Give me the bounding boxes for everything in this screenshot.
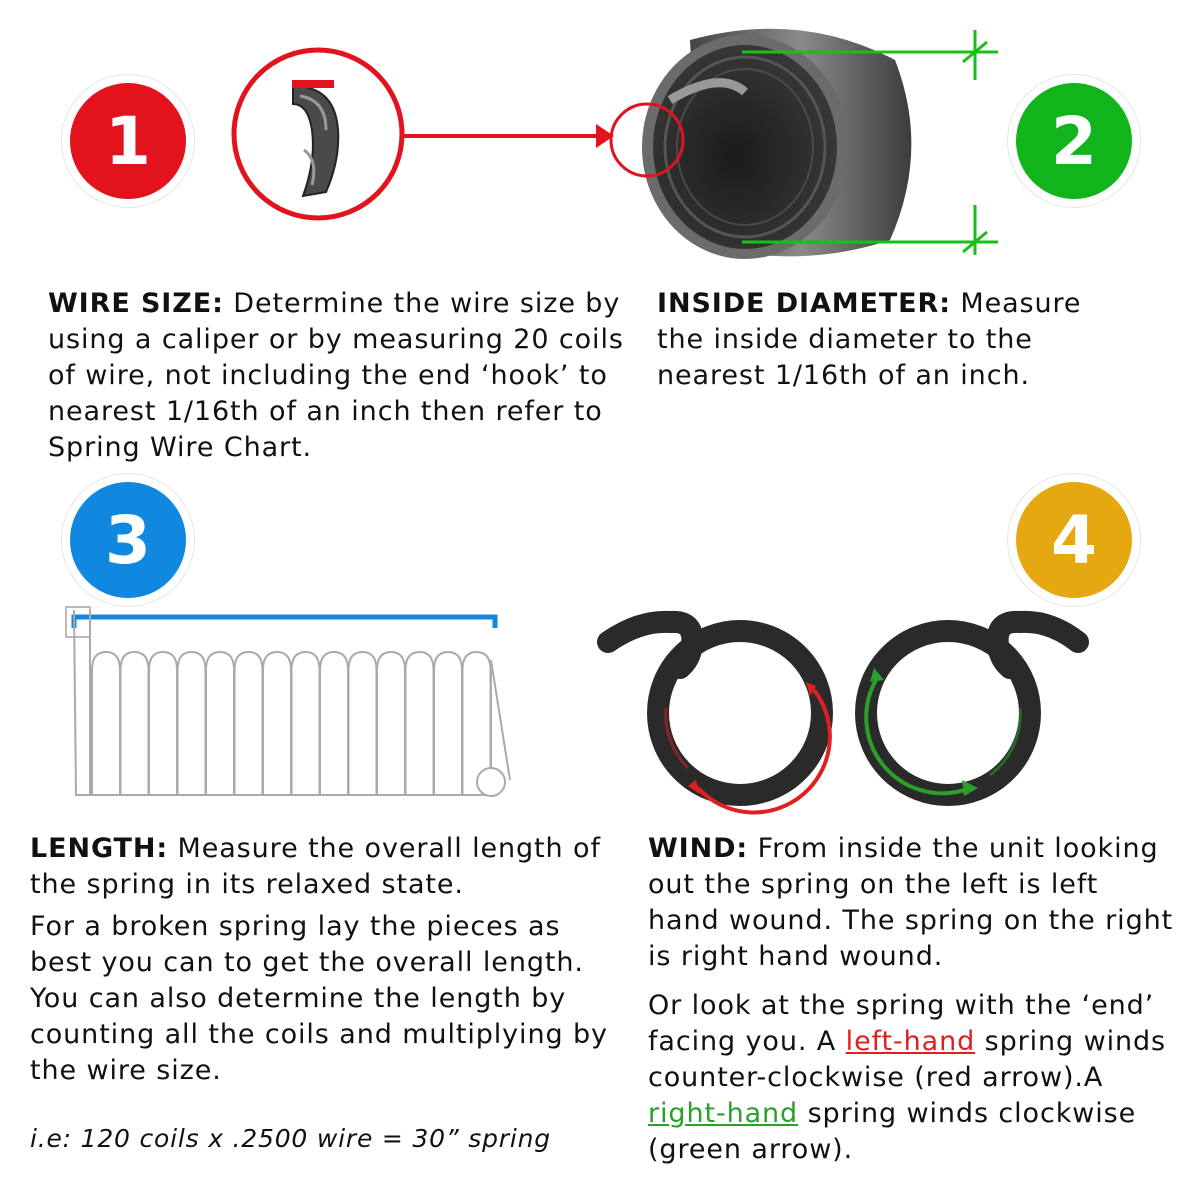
wind-p2-b: spring winds counter-clockwise (red arrow).A (648, 1026, 1166, 1093)
inside-diameter-text (657, 286, 1097, 394)
left-hand-spring (600, 590, 860, 810)
coil-loop (406, 652, 434, 795)
length-heading: LENGTH: (30, 833, 169, 864)
inside-diameter-heading: INSIDE DIAMETER: (657, 288, 951, 319)
wind-heading: WIND: (648, 833, 749, 864)
length-text (30, 831, 620, 903)
length-example: i.e: 120 coils x .2500 wire = 30” spring (30, 1124, 551, 1153)
coil-spring-drawing (40, 590, 560, 810)
right-hand-spring (840, 590, 1100, 810)
step-1-number: 1 (105, 102, 151, 180)
wind-text-2 (648, 988, 1193, 1168)
coil-loop (235, 652, 263, 795)
wire-size-heading: WIRE SIZE: (48, 288, 224, 319)
step-4-number: 4 (1051, 501, 1097, 579)
spring-coils (92, 652, 491, 795)
spring-end-photo (0, 0, 1200, 300)
right-hand-link[interactable]: right-hand (648, 1098, 799, 1129)
step-2-number: 2 (1051, 102, 1097, 180)
inside-diameter-body: Measure the inside diameter to the nearest 1/16th of an inch. (657, 288, 1082, 391)
length-text-2: For a broken spring lay the pieces as best you can to get the overall length. You can also determine the length by counting all the coils and multiplying by the wire size. (30, 911, 608, 1086)
coil-loop (434, 652, 462, 795)
coil-loop (320, 652, 348, 795)
coil-loop (92, 652, 120, 795)
length-bracket (74, 617, 495, 628)
step-3-number: 3 (105, 501, 151, 579)
coil-loop (206, 652, 234, 795)
coil-loop (377, 652, 405, 795)
coil-loop (178, 652, 206, 795)
coil-loop (121, 652, 149, 795)
step-4-badge (1016, 482, 1132, 598)
wind-body: From inside the unit looking out the spring on the left is left hand wound. The spring on the right is right hand wound. (648, 833, 1174, 972)
coil-loop (292, 652, 320, 795)
step-3-badge (70, 482, 186, 598)
wire-size-text (48, 286, 648, 466)
left-hand-link[interactable]: left-hand (845, 1026, 976, 1057)
wire-size-body: Determine the wire size by using a caliper or by measuring 20 coils of wire, not including the end ‘hook’ to nearest 1/16th of an inch then refer to Spring Wire Chart. (48, 288, 624, 463)
coil-loop (349, 652, 377, 795)
wind-p2-a: Or look at the spring with the ‘end’ facing you. A (648, 990, 1155, 1057)
wind-p2-c: spring winds clockwise (green arrow). (648, 1098, 1137, 1165)
coil-loop (149, 652, 177, 795)
wind-text (648, 831, 1178, 975)
coil-loop (263, 652, 291, 795)
length-body: Measure the overall length of the spring in its relaxed state. (30, 833, 601, 900)
